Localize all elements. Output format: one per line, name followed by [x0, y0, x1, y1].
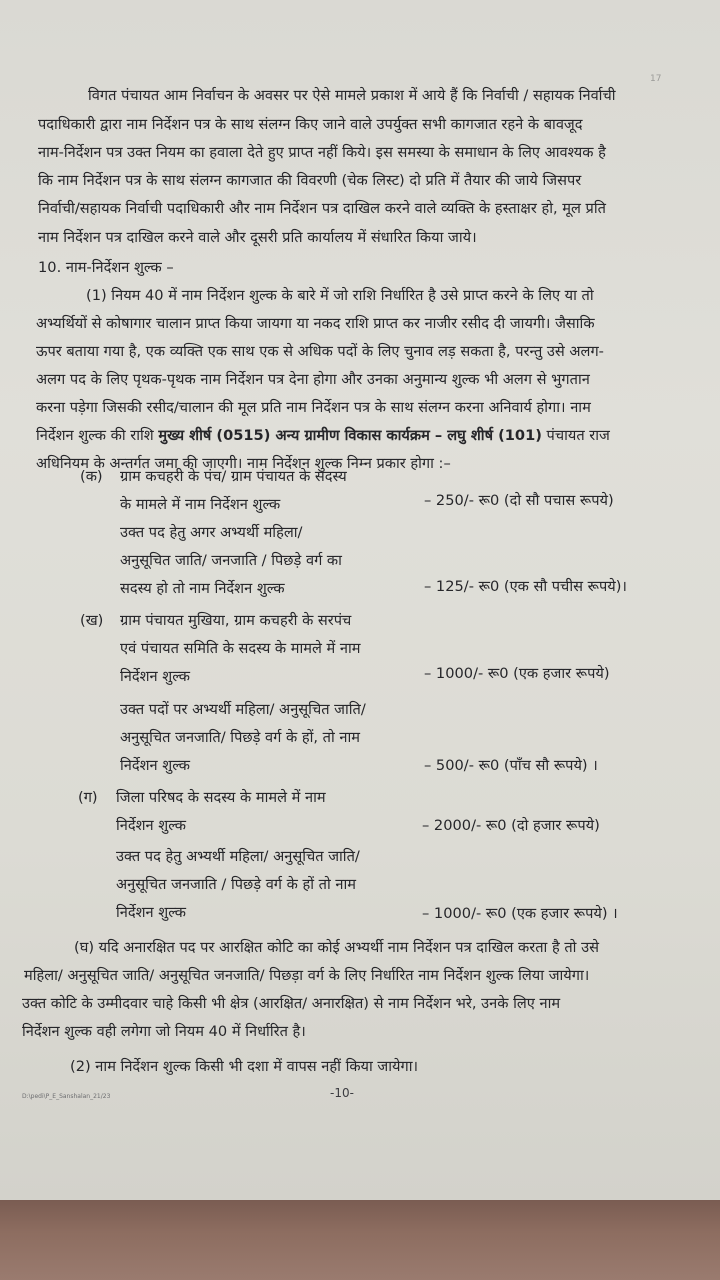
fee-kha-line-1: ग्राम पंचायत मुखिया, ग्राम कचहरी के सरपंच: [120, 612, 352, 629]
para-gha-line-4: निर्देशन शुल्क वही लगेगा जो नियम 40 में निर्धारित है।: [22, 1023, 306, 1040]
fee-ga-line-1: जिला परिषद के सदस्य के मामले में नाम: [116, 789, 326, 806]
table-surface: [0, 1200, 720, 1280]
intro-line-3: नाम-निर्देशन पत्र उक्त नियम का हवाला देते हुए प्राप्त नहीं किये। इस समस्या के समाधान के लिए आवश्यक है: [38, 144, 606, 161]
budget-head-bold: मुख्य शीर्ष (0515) अन्य ग्रामीण विकास कार्यक्रम – लघु शीर्ष (101): [158, 427, 542, 444]
fee-ka-line-2: के मामले में नाम निर्देशन शुल्क: [120, 496, 281, 513]
intro-line-5: निर्वाची/सहायक निर्वाची पदाधिकारी और नाम निर्देशन पत्र दाखिल करने वाले व्यक्ति के हस्ताक्षर हो, मूल प्रति: [38, 200, 606, 217]
fee-kha-line-3: निर्देशन शुल्क: [120, 668, 191, 685]
para1-line-5: करना पड़ेगा जिसकी रसीद/चालान की मूल प्रति नाम निर्देशन पत्र के साथ संलग्न करना अनिवार्य होगा। नाम: [36, 399, 591, 416]
para1-line-4: अलग पद के लिए पृथक-पृथक नाम निर्देशन पत्र देना होगा और उनका अनुमान्य शुल्क भी अलग से भुगतान: [36, 371, 590, 388]
para1-line6-start: निर्देशन शुल्क की राशि: [36, 427, 159, 444]
para-gha-line-3: उक्त कोटि के उम्मीदवार चाहे किसी भी क्षेत्र (आरक्षित/ अनारक्षित) से नाम निर्देशन भरे, उनके लिए नाम: [22, 995, 561, 1012]
intro-line-2: पदाधिकारी द्वारा नाम निर्देशन पत्र के साथ संलग्न किए जाने वाले उपर्युक्त सभी कागजात रहने के बावजूद: [38, 116, 583, 133]
fee-ga-sub-line-2: अनुसूचित जनजाति / पिछड़े वर्ग के हों तो नाम: [116, 876, 357, 893]
fee-ka-sub-amount: – 125/- रू0 (एक सौ पचीस रूपये)।: [424, 578, 627, 595]
footer-file-path: D:\pedi\P_E_Sanshalan_21/23: [22, 1093, 111, 1100]
para1-line-3: ऊपर बताया गया है, एक व्यक्ति एक साथ एक से अधिक पदों के लिए चुनाव लड़ सकता है, परन्तु उसे अलग-: [36, 343, 604, 360]
fee-ka-sub-line-2: अनुसूचित जाति/ जनजाति / पिछड़े वर्ग का: [120, 552, 342, 569]
page-number: -10-: [330, 1086, 354, 1100]
corner-mark: 17: [650, 74, 662, 84]
fee-ga-line-2: निर्देशन शुल्क: [116, 817, 187, 834]
fee-kha-sub-line-2: अनुसूचित जनजाति/ पिछड़े वर्ग के हों, तो नाम: [120, 729, 361, 746]
fee-ka-amount: – 250/- रू0 (दो सौ पचास रूपये): [424, 492, 614, 509]
fee-ka-line-1: ग्राम कचहरी के पंच/ ग्राम पंचायत के सदस्य: [120, 468, 347, 485]
intro-line-6: नाम निर्देशन पत्र दाखिल करने वाले और दूसरी प्रति कार्यालय में संधारित किया जाये।: [38, 229, 477, 246]
fee-kha-sub-line-1: उक्त पदों पर अभ्यर्थी महिला/ अनुसूचित जाति/: [120, 701, 366, 718]
fee-ga-amount: – 2000/- रू0 (दो हजार रूपये): [422, 817, 600, 834]
intro-line-1: विगत पंचायत आम निर्वाचन के अवसर पर ऐसे मामले प्रकाश में आये हैं कि निर्वाची / सहायक निर्वाची: [88, 87, 616, 104]
fee-kha-marker: (ख): [80, 612, 104, 629]
para-gha-line-2: महिला/ अनुसूचित जाति/ अनुसूचित जनजाति/ पिछड़ा वर्ग के लिए निर्धारित नाम निर्देशन शुल्क लिया जायेगा।: [24, 967, 590, 984]
intro-line-4: कि नाम निर्देशन पत्र के साथ संलग्न कागजात की विवरणी (चेक लिस्ट) दो प्रति में तैयार की जाये जिसपर: [38, 172, 582, 189]
fee-ka-sub-line-3: सदस्य हो तो नाम निर्देशन शुल्क: [120, 580, 285, 597]
fee-kha-amount: – 1000/- रू0 (एक हजार रूपये): [424, 665, 610, 682]
para1-line-1: (1) नियम 40 में नाम निर्देशन शुल्क के बारे में जो राशि निर्धारित है उसे प्राप्त करने के लिए या तो: [86, 287, 594, 304]
fee-ga-marker: (ग): [78, 789, 98, 806]
fee-ga-sub-amount: – 1000/- रू0 (एक हजार रूपये) ।: [422, 905, 618, 922]
fee-ka-sub-line-1: उक्त पद हेतु अगर अभ्यर्थी महिला/: [120, 524, 303, 541]
section-heading: 10. नाम-निर्देशन शुल्क –: [38, 259, 174, 276]
para1-line-7: अधिनियम के अन्तर्गत जमा की जाएगी। नाम निर्देशन शुल्क निम्न प्रकार होगा :–: [36, 455, 451, 472]
fee-ga-sub-line-3: निर्देशन शुल्क: [116, 904, 187, 921]
fee-kha-line-2: एवं पंचायत समिति के सदस्य के मामले में नाम: [120, 640, 361, 657]
fee-kha-sub-line-3: निर्देशन शुल्क: [120, 757, 191, 774]
fee-ka-marker: (क): [80, 468, 103, 485]
fee-kha-sub-amount: – 500/- रू0 (पाँच सौ रूपये) ।: [424, 757, 598, 774]
para1-line-2: अभ्यर्थियों से कोषागार चालान प्राप्त किया जायगा या नकद राशि प्राप्त कर नाजीर रसीद दी जायगी। जैसाकि: [36, 315, 595, 332]
para-gha-line-1: (घ) यदि अनारक्षित पद पर आरक्षित कोटि का कोई अभ्यर्थी नाम निर्देशन पत्र दाखिल करता है तो उसे: [74, 939, 599, 956]
para1-line6-end: पंचायत राज: [541, 427, 610, 444]
para-2: (2) नाम निर्देशन शुल्क किसी भी दशा में वापस नहीं किया जायेगा।: [70, 1058, 419, 1075]
fee-ga-sub-line-1: उक्त पद हेतु अभ्यर्थी महिला/ अनुसूचित जाति/: [116, 848, 360, 865]
para1-line-6: [36, 426, 610, 446]
